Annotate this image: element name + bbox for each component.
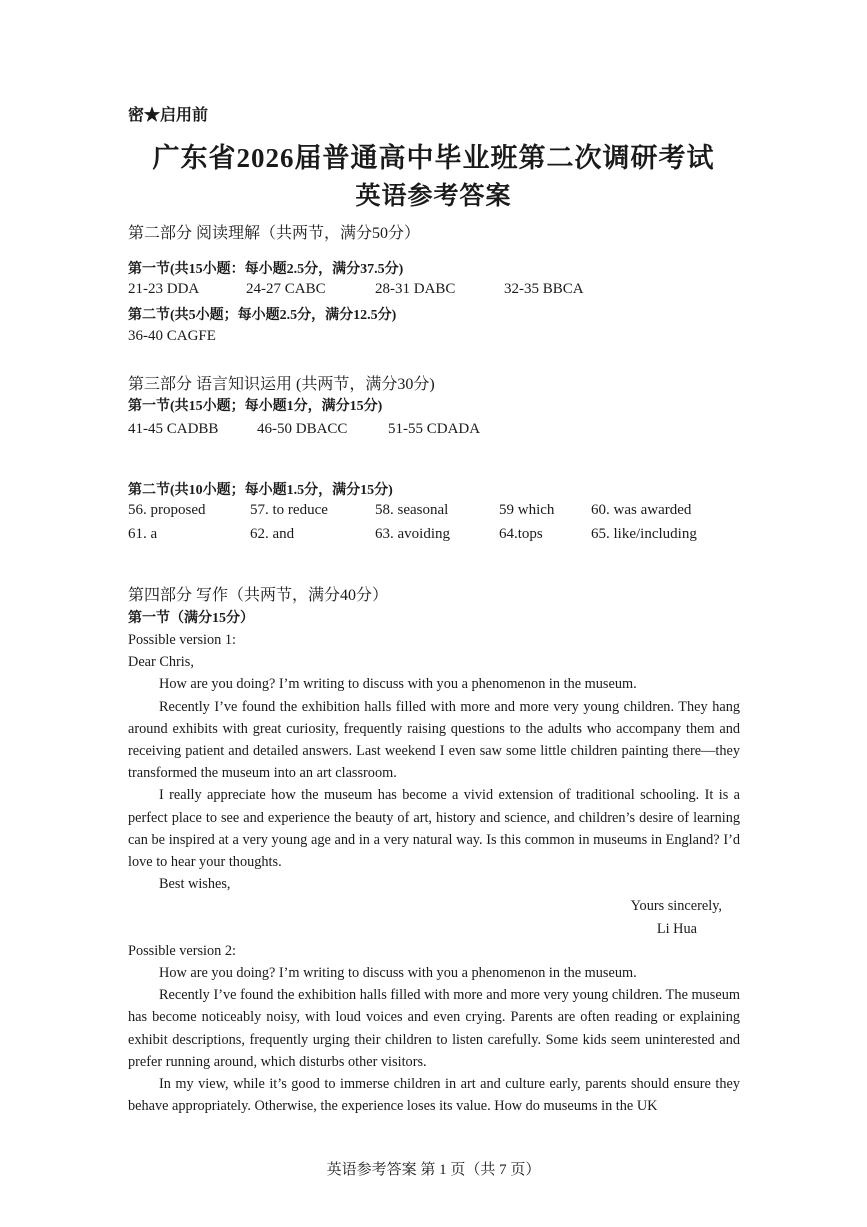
answer-item: 65. like/including — [591, 526, 697, 542]
answer-group: 41-45 CADBB — [128, 421, 219, 437]
letter-signoff: Yours sincerely, — [630, 898, 722, 915]
answer-item: 58. seasonal — [375, 502, 449, 518]
part3-section1-heading: 第一节(共15小题；每小题1分，满分15分) — [128, 399, 383, 414]
confidential-mark: 密★启用前 — [128, 107, 209, 124]
part3-section2-heading: 第二节(共10小题；每小题1.5分，满分15分) — [128, 483, 393, 498]
essay-paragraph: How are you doing? I’m writing to discuss with you a phenomenon in the museum. — [159, 965, 637, 982]
version2-label: Possible version 2: — [128, 942, 237, 959]
answer-item: 63. avoiding — [375, 526, 450, 542]
essay-paragraph: How are you doing? I’m writing to discuss with you a phenomenon in the museum. — [159, 676, 637, 693]
essay-paragraph: In my view, while it’s good to immerse children in art and culture early, parents should ensure they behave appropriately. Otherwise, the experience loses its value. How do museums in the UK — [128, 1076, 740, 1115]
answer-item: 62. and — [250, 526, 295, 542]
answer-item: 57. to reduce — [250, 502, 328, 518]
part4-section1-heading: 第一节（满分15分） — [128, 611, 254, 626]
sample-essay — [128, 629, 740, 1117]
answer-item: 64.tops — [499, 526, 543, 542]
version1-label: Possible version 1: — [128, 632, 237, 648]
letter-greeting: Dear Chris, — [128, 654, 194, 671]
answer-item: 56. proposed — [128, 502, 206, 518]
essay-paragraph: Recently I’ve found the exhibition halls filled with more and more very young children. The museum has become noticeably noisy, with loud voices and even crying. Parents are often reading or explaining exhibit descriptions, frequently urging their children to listen carefully. Some kids seem uninterested and prefer running around, which disturbs other visitors. — [128, 987, 740, 1070]
answer-group: 51-55 CDADA — [388, 421, 481, 437]
answer-item: 60. was awarded — [591, 502, 692, 518]
exam-subtitle: 英语参考答案 — [355, 183, 512, 210]
answer-group: 36-40 CAGFE — [128, 328, 216, 344]
answer-item: 59 which — [499, 502, 555, 518]
part4-heading: 第四部分 写作（共两节，满分40分） — [128, 587, 389, 604]
part3-heading: 第三部分 语言知识运用 (共两节，满分30分) — [128, 376, 435, 393]
answer-group: 32-35 BBCA — [504, 281, 584, 297]
answer-group: 46-50 DBACC — [257, 421, 348, 437]
answer-group: 28-31 DABC — [375, 281, 456, 297]
letter-signature: Li Hua — [656, 920, 697, 937]
exam-title: 广东省2026届普通高中毕业班第二次调研考试 — [152, 143, 715, 173]
essay-paragraph: Recently I’ve found the exhibition halls filled with more and more very young children. They hang around exhibits with great curiosity, frequently raising questions to the adults who accompany them and receiving patient and detailed answers. Last weekend I even saw some little children painting there—they transformed the museum into an art classroom. — [128, 698, 740, 782]
part2-heading: 第二部分 阅读理解（共两节，满分50分） — [128, 225, 421, 242]
page-footer: 英语参考答案 第 1 页（共 7 页） — [326, 1162, 541, 1178]
answer-group: 24-27 CABC — [246, 281, 326, 297]
answer-item: 61. a — [128, 526, 158, 542]
part2-section1-heading: 第一节(共15小题：每小题2.5分，满分37.5分) — [128, 262, 404, 277]
letter-closing: Best wishes, — [159, 876, 231, 893]
part2-section2-heading: 第二节(共5小题；每小题2.5分，满分12.5分) — [128, 308, 397, 323]
answer-group: 21-23 DDA — [128, 281, 200, 297]
essay-paragraph: I really appreciate how the museum has become a vivid extension of traditional schooling. It is a perfect place to see and experience the beauty of art, history and science, and children’s desire of learning can be inspired at a very young age and in a very natural way. Is this common in museums in England? I’d love to hear your thoughts. — [128, 787, 740, 871]
